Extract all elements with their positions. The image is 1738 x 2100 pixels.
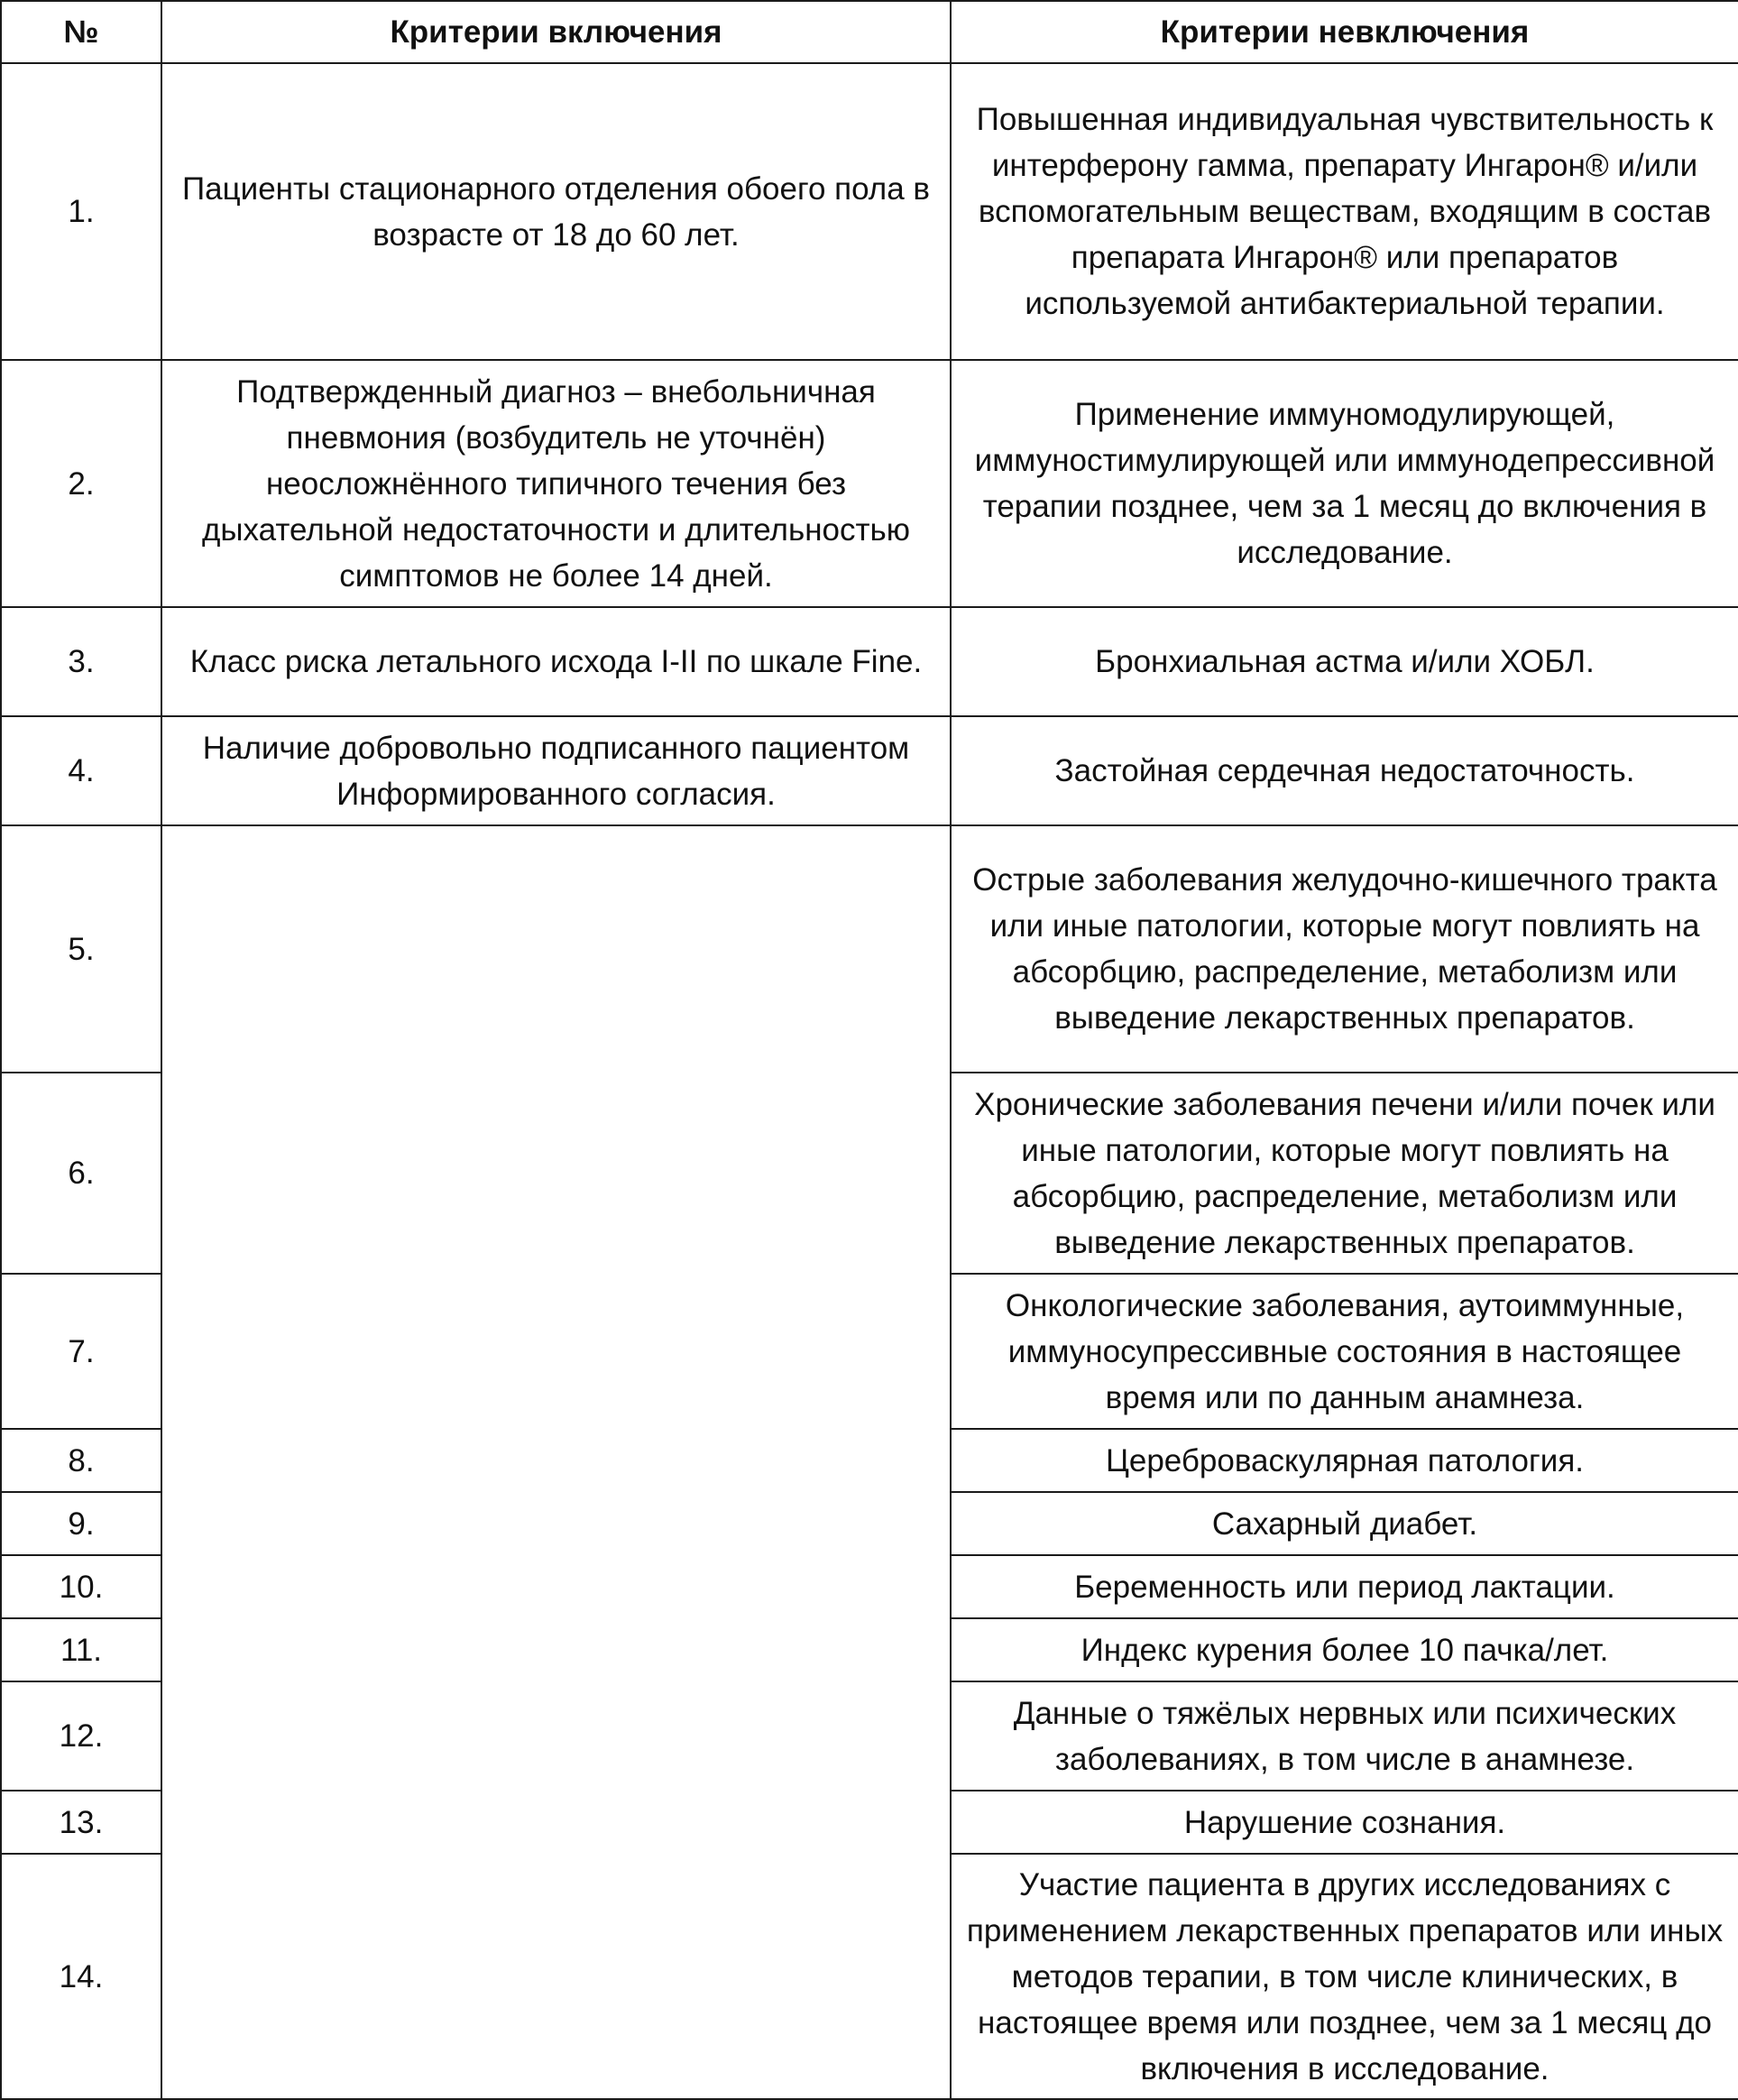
row-number: 12. [1, 1681, 161, 1791]
row-number: 3. [1, 607, 161, 716]
row-number: 7. [1, 1274, 161, 1429]
exclusion-cell: Нарушение сознания. [951, 1791, 1738, 1854]
exclusion-cell: Сахарный диабет. [951, 1492, 1738, 1555]
inclusion-cell: Пациенты стационарного отделения обоего пола в возрасте от 18 до 60 лет. [161, 63, 951, 360]
inclusion-cell: Наличие добровольно подписанного пациентом Информированного согласия. [161, 716, 951, 825]
header-number: № [1, 1, 161, 63]
row-number: 6. [1, 1073, 161, 1274]
row-number: 9. [1, 1492, 161, 1555]
table-row [1, 716, 1738, 825]
row-number: 10. [1, 1555, 161, 1618]
row-number: 2. [1, 360, 161, 607]
row-number: 5. [1, 825, 161, 1073]
inclusion-cell: Подтвержденный диагноз – внебольничная пневмония (возбудитель не уточнён) неосложнённого типичного течения без дыхательной недостаточности и длительностью симптомов не более 14 дней. [161, 360, 951, 607]
table-header-row [1, 1, 1738, 63]
exclusion-cell: Беременность или период лактации. [951, 1555, 1738, 1618]
table-row [1, 607, 1738, 716]
row-number: 8. [1, 1429, 161, 1492]
exclusion-cell: Цереброваскулярная патология. [951, 1429, 1738, 1492]
exclusion-cell: Хронические заболевания печени и/или почек или иные патологии, которые могут повлиять на абсорбцию, распределение, метаболизм или выведение лекарственных препаратов. [951, 1073, 1738, 1274]
row-number: 14. [1, 1854, 161, 2099]
inclusion-cell-empty [161, 825, 951, 2099]
table-row [1, 63, 1738, 360]
exclusion-cell: Применение иммуномодулирующей, иммуностимулирующей или иммунодепрессивной терапии позднее, чем за 1 месяц до включения в исследование. [951, 360, 1738, 607]
row-number: 1. [1, 63, 161, 360]
exclusion-cell: Индекс курения более 10 пачка/лет. [951, 1618, 1738, 1681]
inclusion-cell: Класс риска летального исхода I-II по шкале Fine. [161, 607, 951, 716]
row-number: 13. [1, 1791, 161, 1854]
exclusion-cell: Повышенная индивидуальная чувствительность к интерферону гамма, препарату Ингарон® и/или вспомогательным веществам, входящим в состав препарата Ингарон® или препаратов используемой антибактериальной терапии. [951, 63, 1738, 360]
header-exclusion-criteria: Критерии невключения [951, 1, 1738, 63]
row-number: 4. [1, 716, 161, 825]
exclusion-cell: Данные о тяжёлых нервных или психических заболеваниях, в том числе в анамнезе. [951, 1681, 1738, 1791]
table-row [1, 360, 1738, 607]
exclusion-cell: Застойная сердечная недостаточность. [951, 716, 1738, 825]
table-row [1, 825, 1738, 1073]
header-inclusion-criteria: Критерии включения [161, 1, 951, 63]
exclusion-cell: Бронхиальная астма и/или ХОБЛ. [951, 607, 1738, 716]
exclusion-cell: Участие пациента в других исследованиях с применением лекарственных препаратов или иных методов терапии, в том числе клинических, в настоящее время или позднее, чем за 1 месяц до включения в исследование. [951, 1854, 1738, 2099]
row-number: 11. [1, 1618, 161, 1681]
exclusion-cell: Онкологические заболевания, аутоиммунные, иммуносупрессивные состояния в настоящее время или по данным анамнеза. [951, 1274, 1738, 1429]
exclusion-cell: Острые заболевания желудочно-кишечного тракта или иные патологии, которые могут повлиять на абсорбцию, распределение, метаболизм или выведение лекарственных препаратов. [951, 825, 1738, 1073]
